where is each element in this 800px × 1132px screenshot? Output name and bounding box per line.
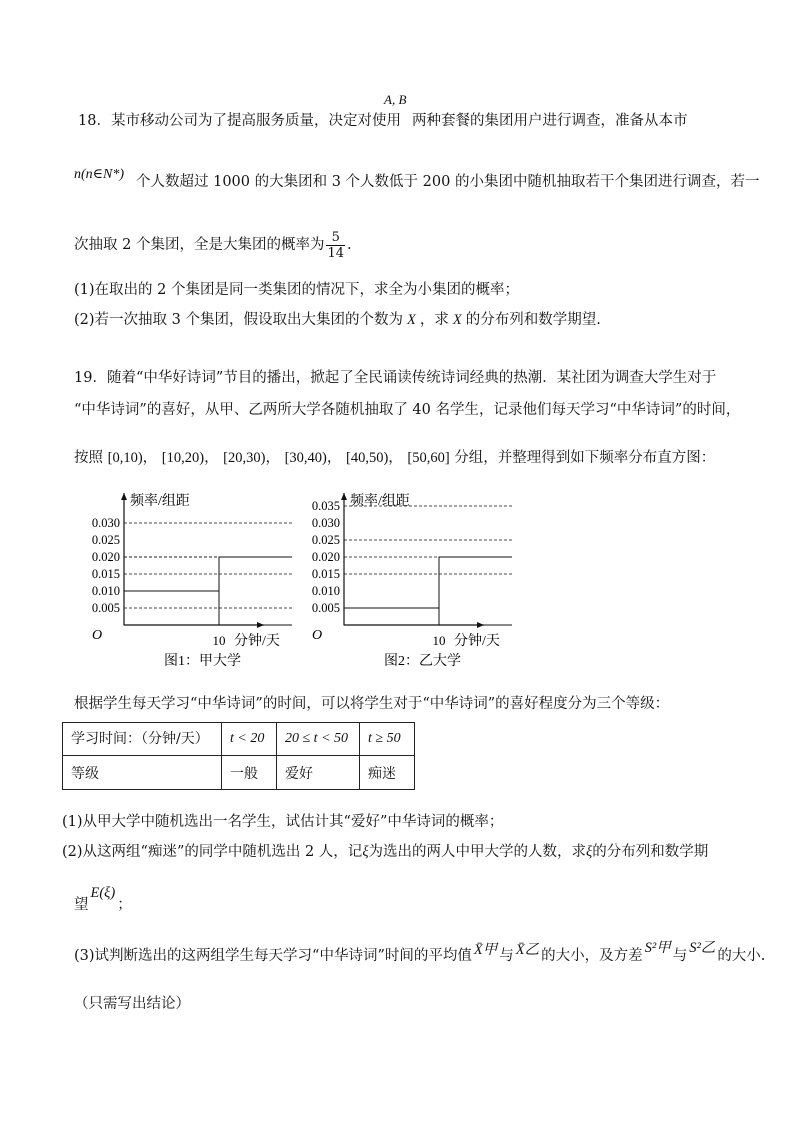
histogram-bar (439, 557, 512, 625)
q18-part1: (1)在取出的 2 个集团是同一类集团的情况下，求全为小集团的概率； (74, 282, 519, 298)
y-tick-label: 0.025 (311, 533, 340, 547)
origin-label: O (312, 628, 323, 643)
q19-part1: (1)从甲大学中随机选出一名学生，试估计其“爱好”中华诗词的概率； (62, 814, 504, 830)
table-cell: 等级 (63, 756, 222, 790)
interval-0: [0,10) (107, 450, 143, 466)
q19-part2-tail: 望E(ξ)； (74, 885, 132, 913)
x-axis-label: 分钟/天 (454, 634, 500, 649)
histogram-jia (62, 485, 292, 670)
table-cell: 痴迷 (360, 756, 415, 790)
interval-5: [50,60] (407, 450, 450, 466)
q19-number: 19． (74, 370, 107, 386)
y-tick-label: 0.035 (311, 499, 340, 513)
table-cell: t ≥ 50 (360, 723, 415, 756)
table-cell: 20 ≤ t < 50 (277, 723, 360, 756)
interval-2: [20,30) (223, 450, 266, 466)
s2-yi: S²乙 (689, 940, 716, 956)
y-axis-label: 频率/组距 (350, 494, 410, 509)
q19-part2: (2)从这两组“痴迷”的同学中随机选出 2 人，记ξ为选出的两人中甲大学的人数，求ξ的分布列和数学期 (62, 844, 709, 860)
q19-part3: (3)试判断选出的这两组学生每天学习“中华诗词”时间的平均值 X̄甲 与 X̄乙 的大小，及方差 S²甲 与 S²乙 的大小. (74, 940, 766, 964)
table-cell: 爱好 (277, 756, 360, 790)
y-axis-label: 频率/组距 (130, 494, 190, 509)
table-row (63, 723, 415, 756)
y-axis-arrow (121, 493, 127, 500)
y-axis-arrow (341, 493, 347, 500)
y-tick-label: 0.010 (91, 584, 120, 598)
table-cell: t < 20 (222, 723, 277, 756)
q19-line1: 19．随着“中华好诗词”节目的播出，掀起了全民诵读传统诗词经典的热潮．某社团为调查大学生对于 (74, 370, 717, 386)
q19-level-intro: 根据学生每天学习“中华诗词”的时间，可以将学生对于“中华诗词”的喜好程度分为三个等级： (74, 696, 670, 712)
q18-line1-tail: 两种套餐的集团用户进行调查，准备从本市 (412, 113, 688, 129)
q18-n-expr: n(n∈N*) (74, 167, 125, 182)
xbar-yi: X̄乙 (515, 942, 540, 958)
q19-line3: 按照 [0,10)， [10,20)， [20,30)， [30,40)， [40,50)， [50,60] 分组，并整理得到如下频率分布直方图： (74, 450, 716, 466)
xi-symbol: ξ (362, 844, 369, 860)
x-tick-label: 10 (432, 633, 446, 648)
q18-ab-sup: A, B (384, 92, 407, 107)
interval-3: [30,40) (284, 450, 327, 466)
figure-caption: 图2：乙大学 (384, 654, 461, 669)
histogram-yi (282, 485, 512, 670)
table-row (63, 756, 415, 790)
y-tick-label: 0.030 (91, 516, 120, 530)
q18-fraction: $\frac{5}{14}$ (327, 229, 344, 261)
q19-line2: “中华诗词”的喜好，从甲、乙两所大学各随机抽取了 40 名学生，记录他们每天学习“中华诗词”的时间， (74, 402, 741, 418)
q19-part3-note: （只需写出结论） (74, 996, 190, 1012)
y-tick-label: 0.020 (91, 550, 120, 564)
interval-1: [10,20) (161, 450, 205, 466)
y-tick-label: 0.020 (311, 550, 340, 564)
y-tick-label: 0.025 (91, 533, 120, 547)
q18-var-x: X (406, 312, 416, 328)
interval-4: [40,50) (345, 450, 389, 466)
table-cell: 学习时间：（分钟/天） (63, 723, 222, 756)
q18-line2: 个人数超过 1000 的大集团和 3 个人数低于 200 的小集团中随机抽取若干个集团进行调查，若一 (136, 174, 760, 190)
q18-part2: (2)若一次抽取 3 个集团，假设取出大集团的个数为 X ，求 X 的分布列和数学期望. (74, 312, 601, 328)
q18-number: 18． (78, 113, 111, 129)
expectation: E(ξ) (90, 885, 116, 901)
xbar-jia: X̄甲 (473, 942, 498, 958)
table-cell: 一般 (222, 756, 277, 790)
x-tick-label: 10 (212, 633, 226, 648)
histogram-bar (344, 608, 439, 625)
y-tick-label: 0.015 (91, 567, 120, 581)
y-tick-label: 0.010 (311, 584, 340, 598)
origin-label: O (92, 628, 103, 643)
y-tick-label: 0.015 (311, 567, 340, 581)
figure-caption: 图1：甲大学 (164, 654, 241, 669)
y-tick-label: 0.030 (311, 516, 340, 530)
x-axis-label: 分钟/天 (234, 634, 280, 649)
q18-line3: 次抽取 2 个集团，全是大集团的概率为 $\frac{5}{14}$ . (74, 229, 352, 261)
q18-line1: 18．某市移动公司为了提高服务质量，决定对使用 (78, 113, 401, 129)
grade-table (62, 722, 415, 790)
s2-jia: S²甲 (644, 940, 671, 956)
y-tick-label: 0.005 (91, 601, 120, 615)
y-tick-label: 0.005 (311, 601, 340, 615)
